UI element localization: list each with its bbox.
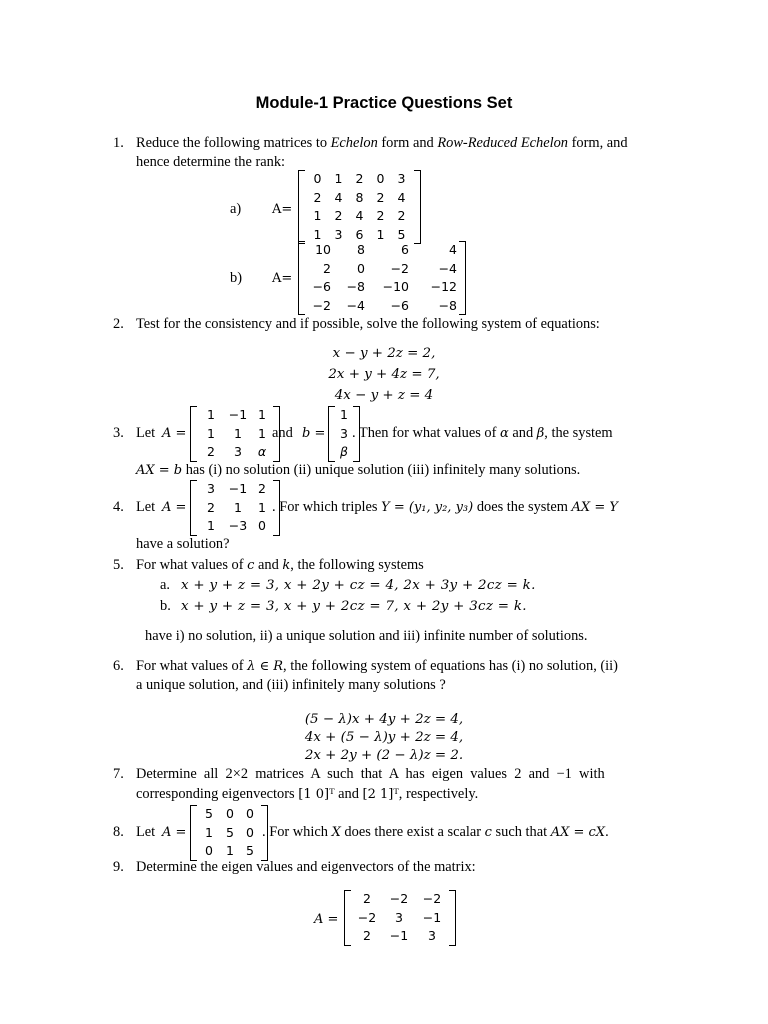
matrix-entry: β: [340, 444, 348, 460]
question-number: 3.: [113, 425, 124, 441]
matrix-grid: [197, 480, 273, 536]
matrix-entry: 0: [357, 260, 365, 276]
matrix-entry: 2: [334, 208, 343, 223]
matrix-entry: 2: [355, 171, 364, 186]
matrix-name: A =: [162, 426, 187, 441]
matrix-entry: −6: [312, 279, 331, 294]
equation: x + y + z = 3, x + y + 2cz = 7, x + 2y + 3cz = k.: [181, 599, 527, 614]
matrix-entry: 2: [313, 189, 322, 205]
matrix-entry: 5: [205, 806, 213, 821]
equation: (5 − λ)x + 4y + 2z = 4,: [304, 712, 464, 727]
question-number: 6.: [113, 658, 124, 674]
question-text: For what values of λ ∈ R, the following system of equations has (i) no solution, (ii): [136, 658, 618, 674]
matrix-entry: 0: [313, 171, 322, 186]
question-number: 7.: [113, 766, 124, 782]
question-text: Let: [136, 425, 156, 441]
question-text: Reduce the following matrices to Echelon form and Row-Reduced Echelon form, and: [136, 135, 628, 151]
question-text: Determine all 2×2 matrices A such that A has eigen values 2 and −1 with: [136, 766, 605, 782]
matrix-entry: α: [257, 444, 267, 460]
matrix-entry: 1: [376, 226, 385, 242]
left-bracket: [190, 480, 197, 536]
equation: 4x − y + z = 4: [334, 388, 434, 403]
vector-name: b =: [302, 426, 326, 441]
part-label: b): [230, 270, 242, 286]
matrix-A: [190, 480, 280, 536]
question-number: 8.: [113, 824, 124, 840]
matrix-entry: 0: [205, 843, 213, 859]
matrix-entry: 5: [397, 226, 406, 242]
matrix-entry: −4: [346, 297, 365, 313]
left-bracket: [344, 890, 351, 946]
matrix-entry: 2: [363, 928, 371, 944]
matrix-A: [344, 890, 456, 946]
matrix-entry: 3: [207, 481, 215, 496]
matrix-entry: 10: [315, 242, 331, 257]
matrix-entry: −6: [390, 297, 409, 313]
question-number: 2.: [113, 316, 124, 332]
matrix-entry: 4: [355, 208, 364, 223]
matrix-entry: 4: [449, 242, 457, 257]
question-text: Let: [136, 824, 156, 840]
part-label: a.: [160, 577, 170, 593]
matrix-entry: −8: [346, 279, 365, 294]
matrix-A: [190, 406, 280, 462]
equation: x + y + z = 3, x + 2y + cz = 4, 2x + 3y + 2cz = k.: [181, 578, 536, 593]
matrix-grid: [197, 406, 273, 462]
matrix-name: A =: [314, 912, 339, 927]
matrix-entry: 2: [323, 260, 331, 276]
question-text: Test for the consistency and if possible, solve the following system of equations:: [136, 316, 600, 332]
matrix-name: A=: [272, 271, 293, 286]
matrix-entry: −1: [422, 909, 442, 925]
question-text: a unique solution, and (iii) infinitely many solutions ?: [136, 677, 446, 693]
matrix-A: [190, 805, 268, 861]
matrix-entry: −2: [357, 909, 377, 925]
left-bracket: [298, 170, 305, 244]
matrix-a: [298, 170, 421, 244]
matrix-entry: 2: [363, 891, 371, 906]
matrix-entry: 1: [334, 171, 343, 186]
matrix-entry: −4: [438, 260, 457, 276]
right-bracket: [449, 890, 456, 946]
question-number: 5.: [113, 557, 124, 573]
right-bracket: [459, 241, 466, 315]
matrix-name: A =: [162, 825, 187, 840]
matrix-entry: 1: [207, 407, 215, 422]
question-text: have i) no solution, ii) a unique solution and iii) infinite number of solutions.: [145, 628, 588, 644]
matrix-entry: 0: [246, 824, 254, 840]
matrix-entry: 1: [207, 518, 215, 534]
equation: x − y + 2z = 2,: [332, 346, 436, 361]
question-number: 4.: [113, 499, 124, 515]
matrix-entry: −1: [389, 928, 409, 944]
matrix-entry: 0: [246, 806, 254, 821]
matrix-entry: 1: [340, 407, 348, 422]
matrix-entry: −8: [438, 297, 457, 313]
question-text: have a solution?: [136, 536, 230, 552]
matrix-b: [298, 241, 466, 315]
matrix-entry: 6: [355, 226, 364, 242]
matrix-entry: 0: [258, 518, 266, 534]
matrix-entry: 2: [397, 208, 406, 223]
part-label: b.: [160, 598, 171, 614]
matrix-entry: 0: [226, 806, 234, 821]
matrix-entry: 0: [376, 171, 385, 186]
matrix-entry: 1: [258, 407, 266, 422]
matrix-grid: [197, 805, 261, 861]
matrix-entry: 3: [395, 909, 403, 925]
matrix-entry: 4: [334, 189, 343, 205]
question-number: 1.: [113, 135, 124, 151]
question-text: and: [272, 425, 293, 441]
left-bracket: [190, 406, 197, 462]
question-text: hence determine the rank:: [136, 154, 286, 170]
part-label: a): [230, 201, 242, 217]
question-text: corresponding eigenvectors [1 0]ᵀ and [2 1]ᵀ, respectively.: [136, 786, 479, 802]
equation: 4x + (5 − λ)y + 2z = 4,: [304, 730, 464, 745]
matrix-entry: 1: [234, 499, 242, 515]
left-bracket: [298, 241, 305, 315]
matrix-entry: 1: [258, 425, 266, 441]
matrix-entry: 2: [258, 481, 266, 496]
question-text: For what values of c and k, the following systems: [136, 557, 424, 573]
matrix-entry: 3: [397, 171, 406, 186]
matrix-entry: 3: [234, 444, 242, 460]
equation: 2x + 2y + (2 − λ)z = 2.: [304, 748, 464, 763]
matrix-entry: −2: [422, 891, 442, 906]
matrix-entry: −2: [390, 260, 409, 276]
matrix-entry: 1: [313, 226, 322, 242]
matrix-entry: −2: [312, 297, 331, 313]
matrix-entry: 1: [207, 425, 215, 441]
matrix-entry: 8: [355, 189, 364, 205]
matrix-entry: 2: [376, 208, 385, 223]
equation: 2x + y + 4z = 7,: [328, 367, 440, 382]
matrix-entry: 1: [226, 843, 234, 859]
question-number: 9.: [113, 859, 124, 875]
left-bracket: [328, 406, 335, 462]
matrix-grid: [305, 170, 414, 244]
vector-grid: [335, 406, 353, 462]
question-text: Let: [136, 499, 156, 515]
right-bracket: [414, 170, 421, 244]
matrix-entry: 3: [334, 226, 343, 242]
matrix-entry: 1: [258, 499, 266, 515]
matrix-entry: 6: [401, 242, 409, 257]
matrix-grid: [351, 890, 449, 946]
matrix-entry: 1: [234, 425, 242, 441]
left-bracket: [190, 805, 197, 861]
matrix-entry: −3: [228, 518, 248, 534]
matrix-entry: 5: [246, 843, 254, 859]
question-text: . For which triples Y = (y₁, y₂, y₃) does the system AX = Y: [272, 499, 618, 515]
matrix-entry: 2: [207, 444, 215, 460]
matrix-entry: 4: [397, 189, 406, 205]
question-text: . For which X does there exist a scalar c such that AX = cX.: [262, 824, 609, 840]
question-text: Determine the eigen values and eigenvectors of the matrix:: [136, 859, 476, 875]
question-text: AX = b has (i) no solution (ii) unique solution (iii) infinitely many solutions.: [136, 462, 581, 478]
matrix-entry: −12: [430, 279, 457, 294]
matrix-entry: −10: [382, 279, 409, 294]
page-title: Module-1 Practice Questions Set: [255, 94, 513, 112]
matrix-entry: 2: [376, 189, 385, 205]
matrix-entry: 3: [428, 928, 436, 944]
question-text: . Then for what values of α and β, the system: [352, 425, 613, 441]
matrix-name: A=: [272, 202, 293, 217]
matrix-entry: 8: [357, 242, 365, 257]
matrix-entry: 1: [313, 208, 322, 223]
matrix-entry: −1: [228, 407, 248, 422]
matrix-entry: 3: [340, 425, 348, 441]
matrix-name: A =: [162, 500, 187, 515]
matrix-entry: 2: [207, 499, 215, 515]
matrix-entry: −2: [389, 891, 409, 906]
matrix-entry: −1: [228, 481, 248, 496]
matrix-entry: 5: [226, 824, 234, 840]
matrix-entry: 1: [205, 824, 213, 840]
matrix-grid: [305, 241, 459, 315]
